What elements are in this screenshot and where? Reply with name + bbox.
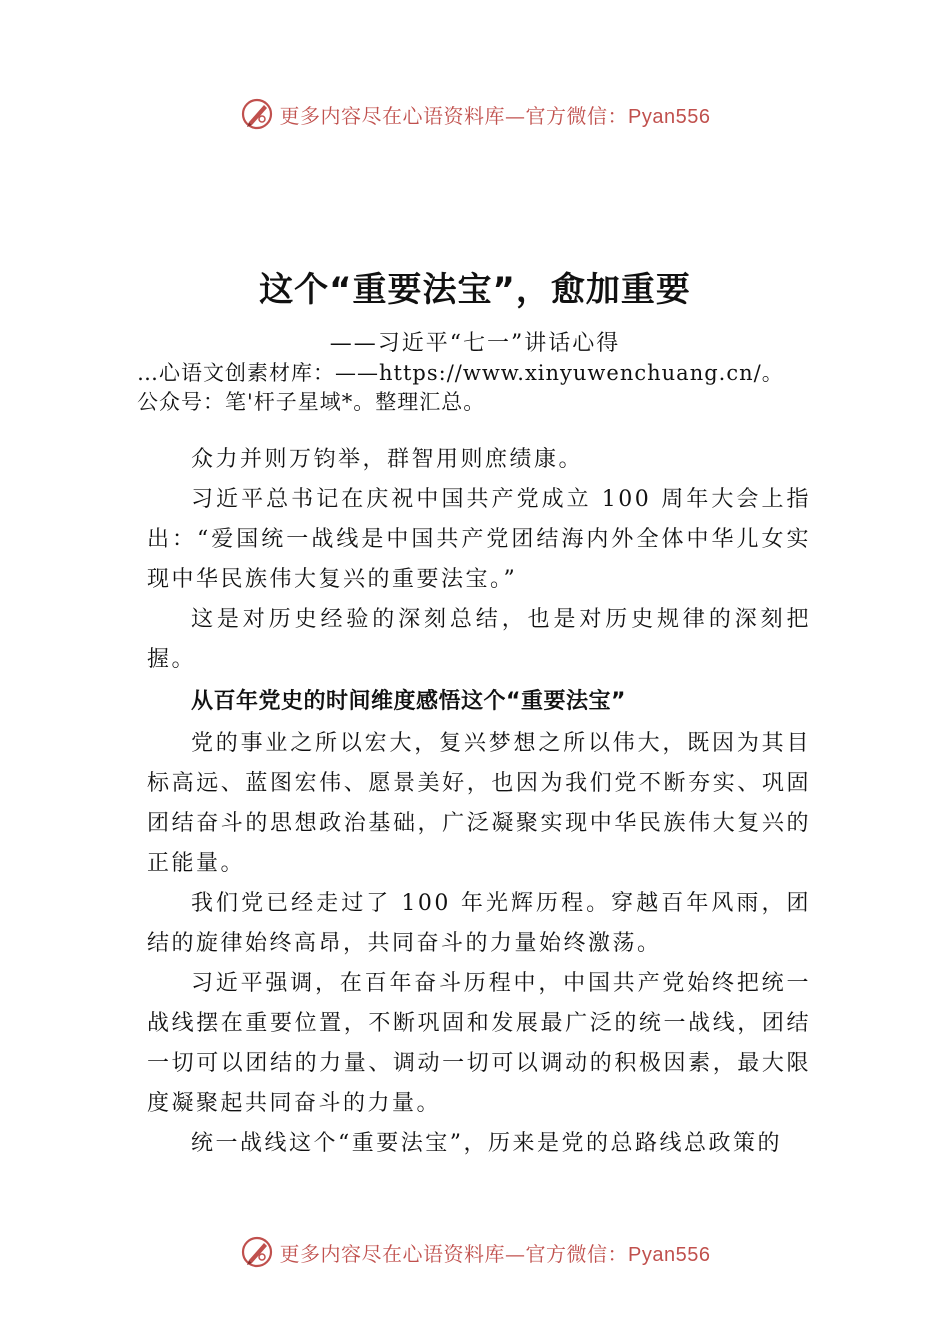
body-paragraph: 众力并则万钧举，群智用则庶绩康。 xyxy=(191,447,584,472)
document-subtitle: ——习近平“七一”讲话心得 xyxy=(329,331,621,356)
body-paragraph: 这是对历史经验的深刻总结，也是对历史规律的深刻把握。 xyxy=(147,607,811,672)
pen-logo-icon xyxy=(240,97,274,131)
document-title: 这个“重要法宝”，愈加重要 xyxy=(259,270,691,310)
pen-logo-icon xyxy=(240,1235,274,1269)
banner-text xyxy=(280,100,711,129)
body-paragraph: 统一战线这个“重要法宝”，历来是党的总路线总政策的 xyxy=(191,1131,782,1156)
source-line-1: …心语文创素材库：——https://www.xinyuwenchuang.cn/。 xyxy=(137,361,784,385)
footer-banner xyxy=(0,1232,950,1272)
banner-text-cn: 更多内容尽在心语资料库—官方微信： xyxy=(279,1241,629,1266)
banner-text xyxy=(280,1238,711,1267)
banner-wechat-id: Pyan556 xyxy=(628,1243,711,1266)
body-paragraph: 我们党已经走过了 100 年光辉历程。穿越百年风雨，团结的旋律始终高昂，共同奋斗的力量始终激荡。 xyxy=(147,891,811,956)
banner-wechat-id: Pyan556 xyxy=(628,105,711,128)
source-line-2: 公众号：笔'杆子星域*。整理汇总。 xyxy=(137,390,486,414)
section-heading: 从百年党史的时间维度感悟这个“重要法宝” xyxy=(191,689,626,714)
body-paragraph: 党的事业之所以宏大，复兴梦想之所以伟大，既因为其目标高远、蓝图宏伟、愿景美好，也因为我们党不断夯实、巩固团结奋斗的思想政治基础，广泛凝聚实现中华民族伟大复兴的正能量。 xyxy=(147,731,811,876)
document-body xyxy=(147,440,811,1164)
body-paragraph: 习近平强调，在百年奋斗历程中，中国共产党始终把统一战线摆在重要位置，不断巩固和发展最广泛的统一战线，团结一切可以团结的力量、调动一切可以调动的积极因素，最大限度凝聚起共同奋斗的力量。 xyxy=(147,971,811,1116)
header-banner xyxy=(0,94,950,134)
body-paragraph: 习近平总书记在庆祝中国共产党成立 100 周年大会上指出：“爱国统一战线是中国共产党团结海内外全体中华儿女实现中华民族伟大复兴的重要法宝。” xyxy=(147,487,811,592)
banner-text-cn: 更多内容尽在心语资料库—官方微信： xyxy=(279,103,629,128)
